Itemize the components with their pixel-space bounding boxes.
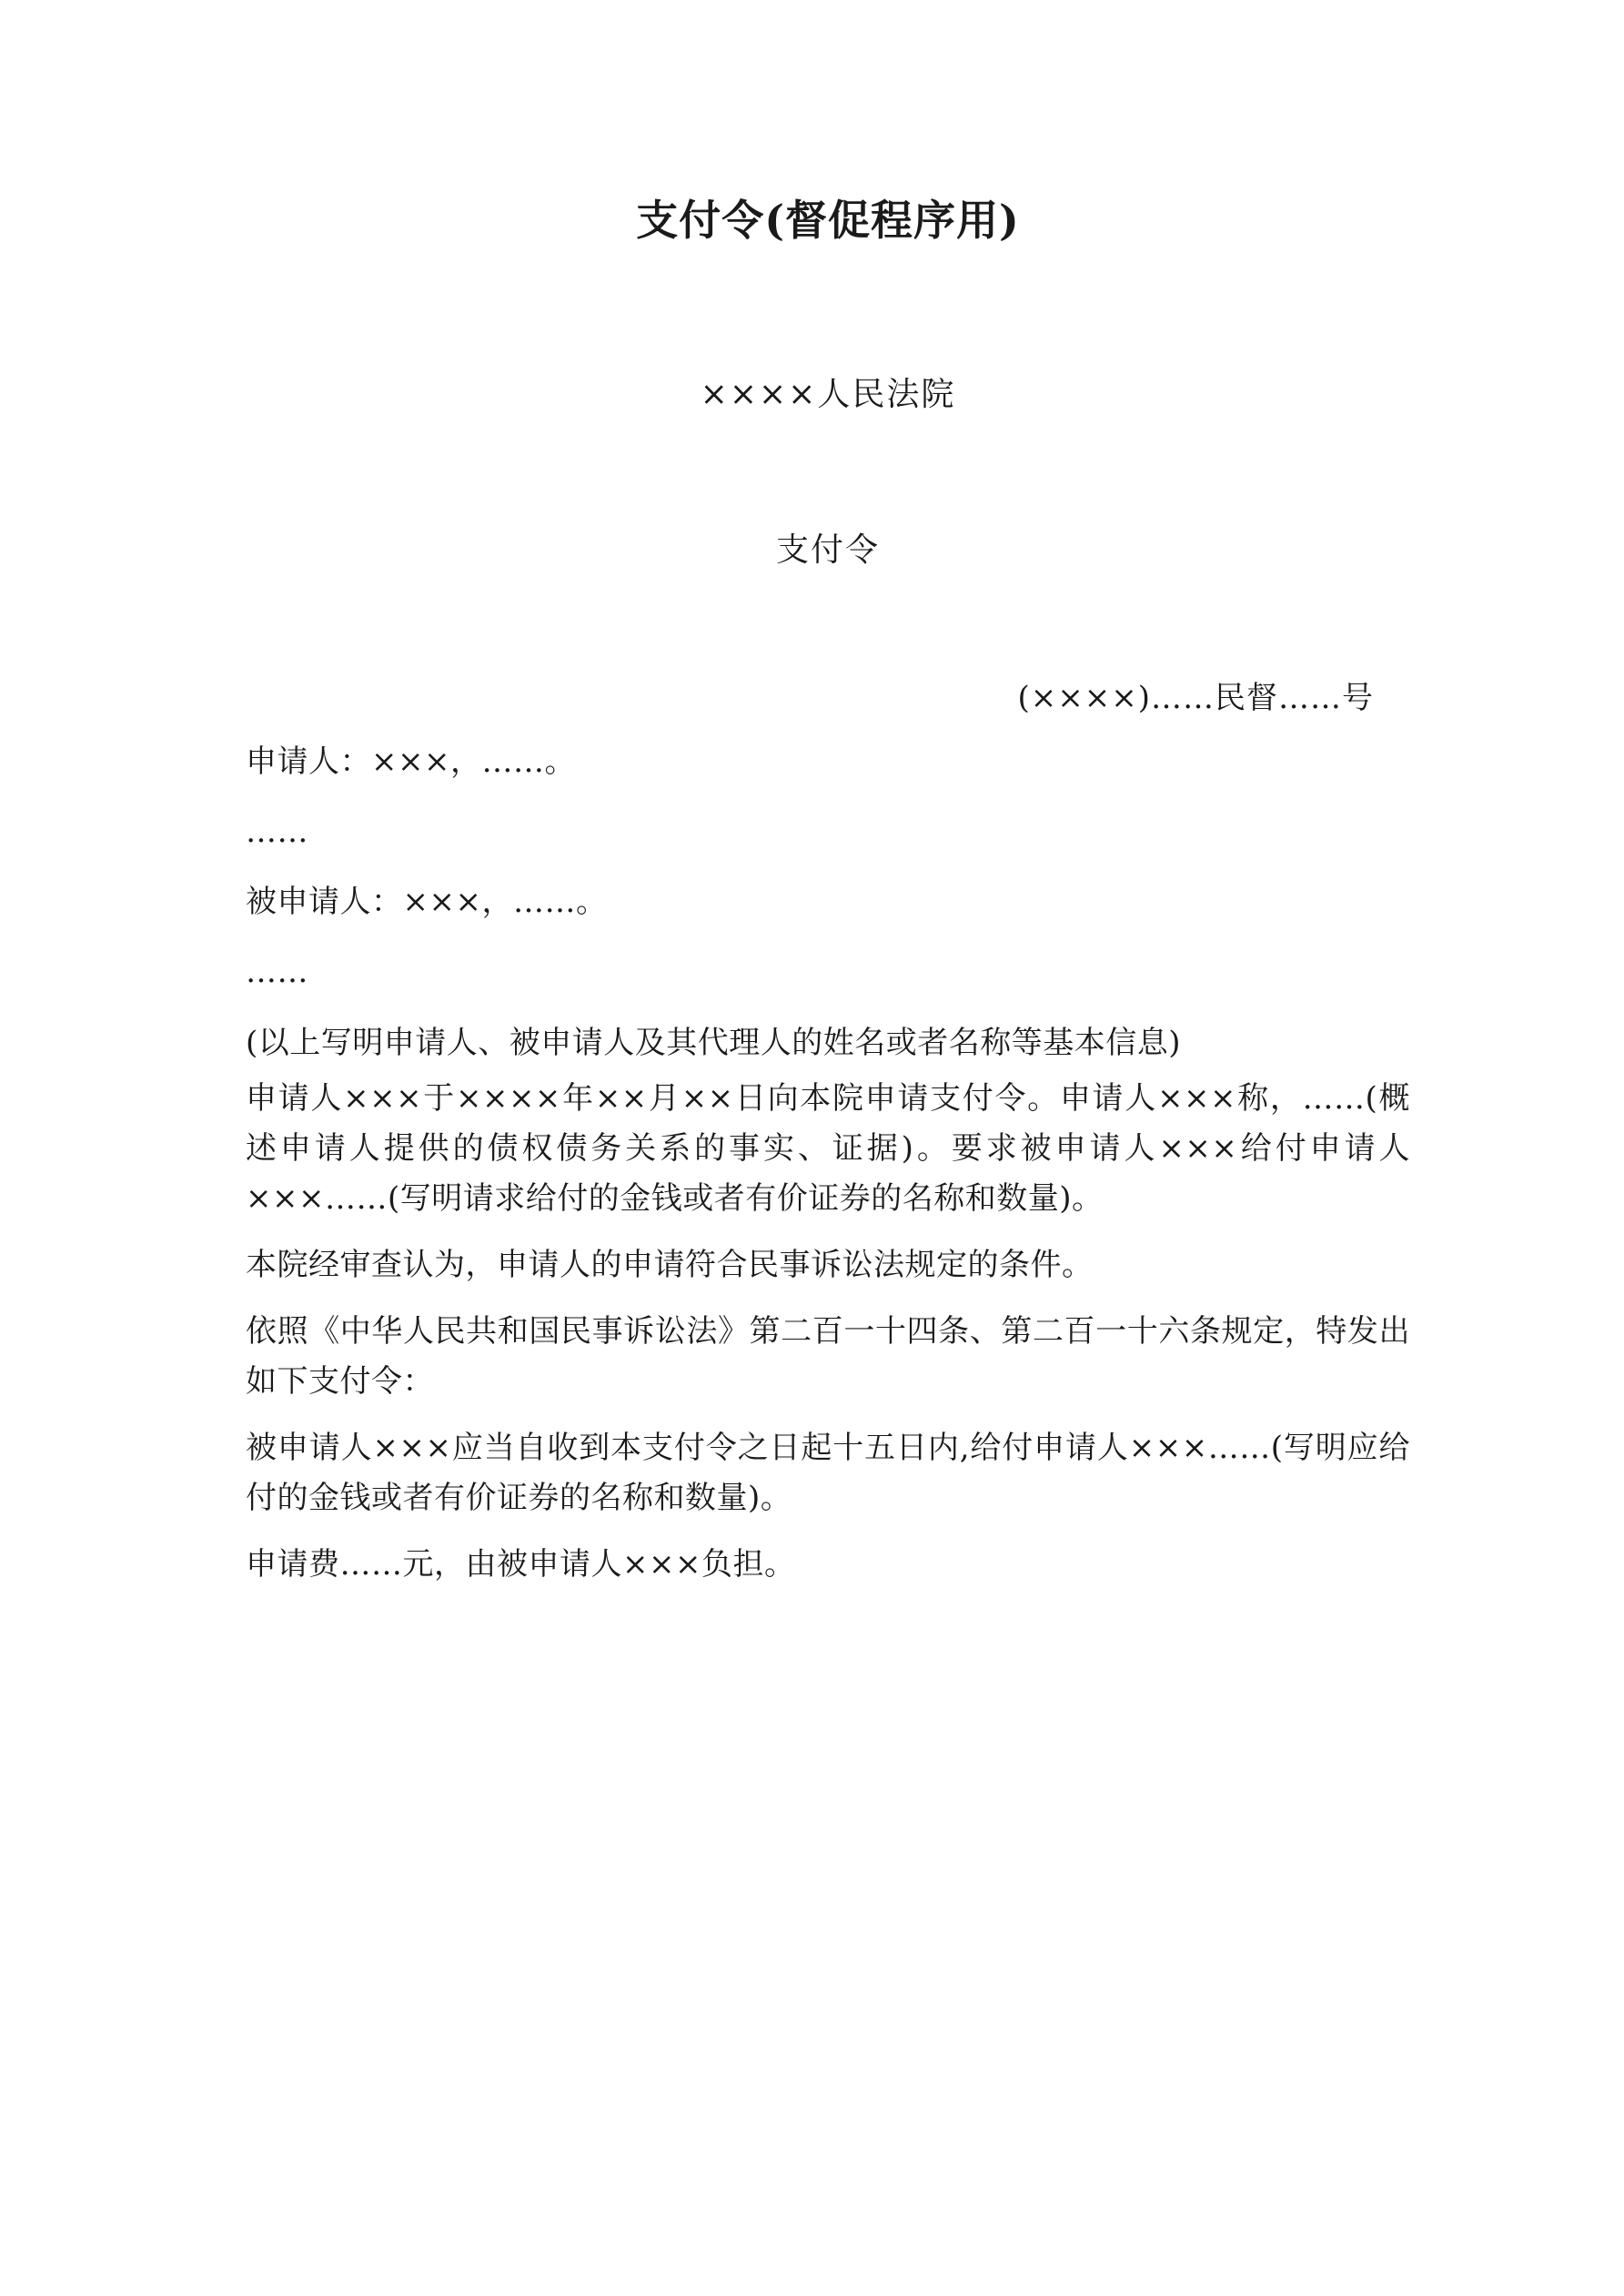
- paragraph-application-fee: 申请费……元，由被申请人×××负担。: [246, 1546, 796, 1583]
- respondent-line: 被申请人：×××，……。: [246, 884, 608, 921]
- paragraph-application-facts: 申请人×××于××××年××月××日向本院申请支付令。申请人×××称，……(概述申请人提供的债权债务关系的事实、证据)。要求被申请人×××给付申请人×××……(写明请求给付的金钱或者有价证券的名称和数量)。: [246, 1079, 1410, 1217]
- ellipsis-line-1: ……: [246, 814, 308, 851]
- paragraph-court-review: 本院经审查认为，申请人的申请符合民事诉讼法规定的条件。: [246, 1246, 1094, 1283]
- basic-info-note: (以上写明申请人、被申请人及其代理人的姓名或者名称等基本信息): [246, 1024, 1182, 1061]
- document-subtitle: 支付令: [775, 531, 880, 570]
- paragraph-payment-order: 被申请人×××应当自收到本支付令之日起十五日内,给付申请人×××……(写明应给付的金钱或者有价证券的名称和数量)。: [246, 1430, 1410, 1517]
- applicant-line: 申请人：×××，……。: [246, 743, 576, 781]
- ellipsis-line-2: ……: [246, 954, 308, 991]
- page-title: 支付令(督促程序用): [636, 196, 1020, 245]
- court-name: ××××人民法院: [700, 376, 956, 414]
- document-body: [246, 0, 1410, 1590]
- case-number: (××××)……民督……号: [1017, 680, 1374, 717]
- paragraph-legal-basis: 依照《中华人民共和国民事诉讼法》第二百一十四条、第二百一十六条规定，特发出如下支付令：: [246, 1312, 1410, 1400]
